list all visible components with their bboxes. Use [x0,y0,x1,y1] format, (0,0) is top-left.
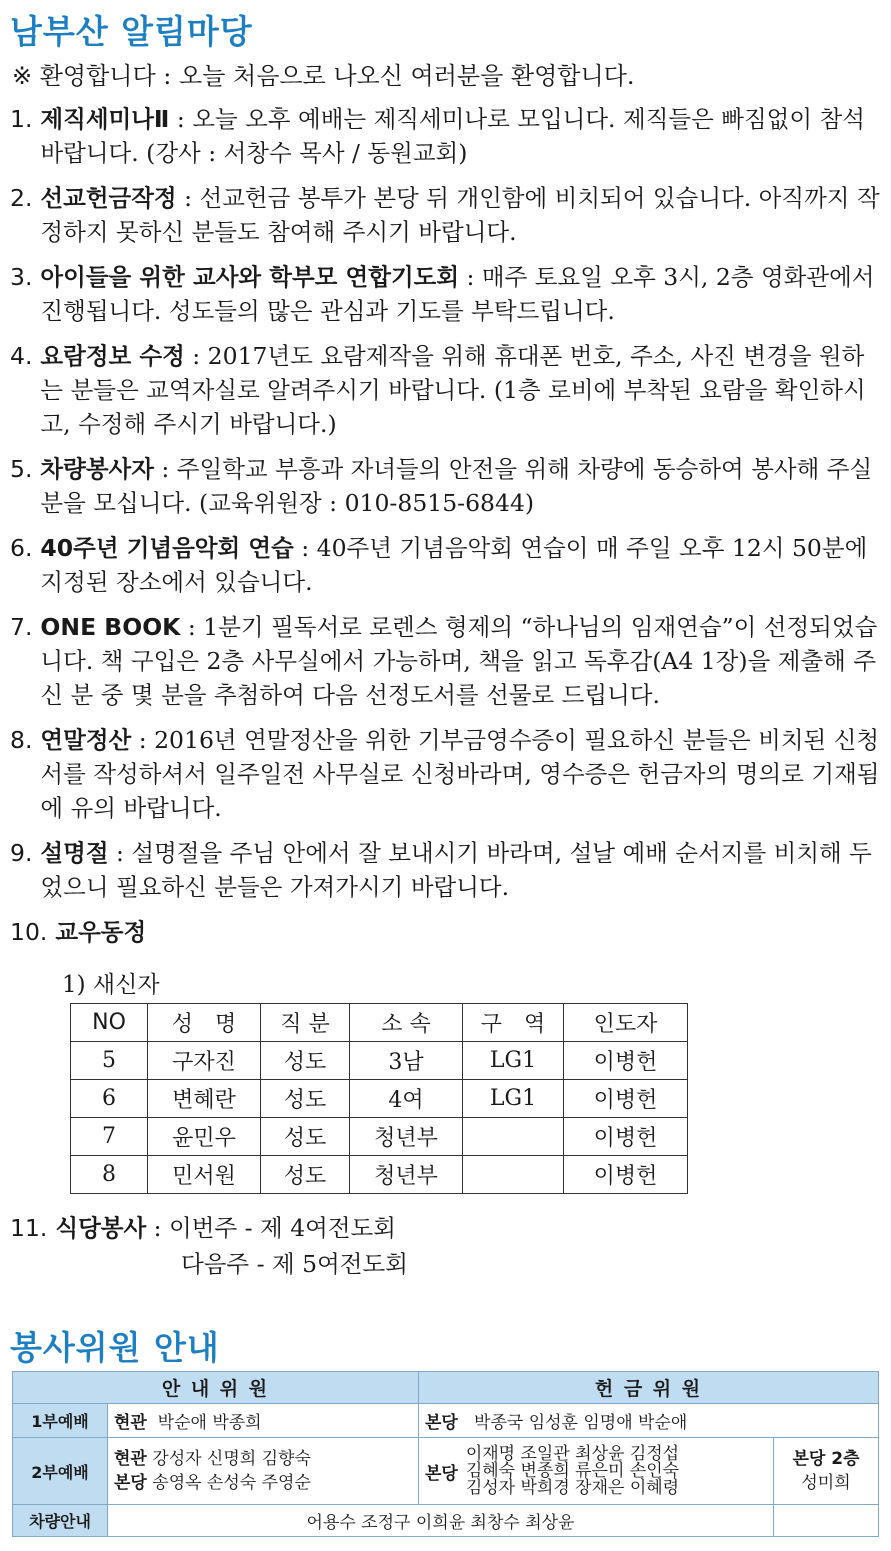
welcome-line [12,56,634,91]
announcement-item [10,339,882,441]
item-number: 10. [10,918,48,946]
item-title: 식당봉사 [55,1214,147,1242]
table-cell: 성도 [261,1042,350,1080]
table-cell: 4여 [350,1080,463,1118]
volunteers-title: 봉사위원 안내 [10,1328,220,1367]
names: 김혜숙 변종희 류은미 손인숙 [465,1460,680,1481]
table-cell: 민서원 [148,1156,261,1194]
table-header-row [13,1372,879,1404]
table-row [13,1438,879,1504]
item-title: ONE BOOK [40,613,181,641]
announcement-item [10,723,882,825]
guide-cell [108,1404,419,1438]
table-row [71,1156,688,1194]
place-label: 본당 [424,1413,458,1434]
table-row [71,1080,688,1118]
names: 김성자 박희경 장재은 이혜령 [465,1477,680,1498]
new-members-label: 1) 새신자 [62,972,160,998]
table-cell: 이병헌 [564,1118,688,1156]
item-title: 선교헌금작정 [40,184,177,212]
vehicle-guide-cell: 어용수 조정구 이희윤 최창수 최상윤 [108,1504,774,1536]
announcement-item [10,836,882,904]
table-cell [463,1156,564,1194]
table-cell: 7 [71,1118,148,1156]
item-text: : 1분기 필독서로 로렌스 형제의 “하나님의 임재연습”이 선정되었습니다. 책 구입은 2층 사무실에서 가능하며, 책을 읽고 독후감(A4 1장)을 제출해 주신 분 중 몇 분을 추첨하여 다음 선정도서를 선물로 드립니다. [40,613,878,709]
table-cell: 6 [71,1080,148,1118]
table-cell: 이병헌 [564,1080,688,1118]
item-text: : 선교헌금 봉투가 본당 뒤 개인함에 비치되어 있습니다. 아직까지 작정하지 못하신 분들도 참여해 주시기 바랍니다. [40,184,880,246]
item-title: 40주년 기념음악회 연습 [40,534,294,562]
this-week-text: : 이번주 - 제 4여전도회 [146,1214,396,1242]
table-cell: LG1 [463,1042,564,1080]
next-week-text: 다음주 - 제 5여전도회 [181,1250,408,1278]
place-label: 본당 [114,1473,147,1494]
place-label: 본당 [424,1463,458,1484]
item-title: 요람정보 수정 [40,342,185,370]
reference-mark: ※ [12,62,33,90]
table-cell: LG1 [463,1080,564,1118]
announcement-item [10,260,882,328]
item-title: 아이들을 위한 교사와 학부모 연합기도회 [40,263,460,291]
place-label: 현관 [114,1449,147,1470]
welcome-text: 환영합니다 : 오늘 처음으로 나오신 여러분을 환영합니다. [39,62,635,90]
item-text: : 2017년도 요람제작을 위해 휴대폰 번호, 주소, 사진 변경을 원하는 분들은 교역자실로 알려주시기 바랍니다. (1층 로비에 부착된 요람을 확인하시고, 수정해 주시기 바랍니다.) [40,342,866,438]
table-cell: 청년부 [350,1118,463,1156]
table-cell: 청년부 [350,1156,463,1194]
item-title: 설명절 [40,839,109,867]
col-header: 직 분 [261,1004,350,1042]
table-cell: 변혜란 [148,1080,261,1118]
item-number: 4. [10,342,33,370]
item-text: : 2016년 연말정산을 위한 기부금영수증이 필요하신 분들은 비치된 신청서를 작성하셔서 일주일전 사무실로 신청바라며, 영수증은 헌금자의 명의로 기재됨에 유의 바랍니다. [40,726,880,822]
table-cell: 이병헌 [564,1156,688,1194]
col-header: 성 명 [148,1004,261,1042]
place-label: 현관 [114,1413,147,1434]
item-text: : 주일학교 부흥과 자녀들의 안전을 위해 차량에 동승하여 봉사해 주실 분을 모십니다. (교육위원장 : 010-8515-6844) [40,455,873,517]
offering-header: 헌 금 위 원 [418,1372,878,1404]
item-number: 3. [10,263,33,291]
item-number: 6. [10,534,33,562]
item-title: 제직세미나Ⅱ [40,105,170,133]
names: 이재명 조일관 최상윤 김정섭 [465,1443,680,1464]
table-cell [463,1118,564,1156]
col-header: 소 속 [350,1004,463,1042]
announcement-item [10,915,882,949]
item-number: 11. [10,1214,48,1242]
service-label: 1부예배 [13,1404,108,1438]
table-cell: 3남 [350,1042,463,1080]
item-text: : 40주년 기념음악회 연습이 매 주일 오후 12시 50분에 지정된 장소에서 있습니다. [40,534,868,596]
item-text: : 매주 토요일 오후 3시, 2층 영화관에서 진행됩니다. 성도들의 많은 관심과 기도를 부탁드립니다. [40,263,875,325]
item-text: : 오늘 오후 예배는 제직세미나로 모입니다. 제직들은 빠짐없이 참석바랍니다. (강사 : 서창수 목사 / 동원교회) [40,105,865,167]
table-cell: 성도 [261,1080,350,1118]
empty-cell [774,1504,879,1536]
announcement-item [10,181,882,249]
announcement-item [10,452,882,520]
table-row [71,1118,688,1156]
volunteers-table [12,1371,879,1537]
table-cell: 성도 [261,1156,350,1194]
announcements-title: 남부산 알림마당 [10,12,253,51]
offering-cell [418,1404,878,1438]
announcement-item [10,102,882,170]
kitchen-service-item [10,1210,408,1282]
table-row [13,1404,879,1438]
item-number: 1. [10,105,33,133]
guide-cell [108,1438,419,1504]
table-cell: 이병헌 [564,1042,688,1080]
new-members-table [70,1003,688,1194]
item-title: 교우동정 [55,918,147,946]
table-cell: 윤민우 [148,1118,261,1156]
col-header: NO [71,1004,148,1042]
table-cell: 5 [71,1042,148,1080]
names: 강성자 신명희 김향숙 [152,1449,311,1470]
table-cell: 성도 [261,1118,350,1156]
table-cell: 8 [71,1156,148,1194]
table-row [13,1504,879,1536]
col-header: 구 역 [463,1004,564,1042]
item-title: 차량봉사자 [40,455,154,483]
names: 성미희 [801,1473,851,1494]
names: 박종국 임성훈 임명애 박순애 [474,1413,688,1434]
col-header: 인도자 [564,1004,688,1042]
names: 박순애 박종희 [157,1413,262,1434]
service-label: 2부예배 [13,1438,108,1504]
item-number: 9. [10,839,33,867]
item-number: 8. [10,726,33,754]
table-header-row [71,1004,688,1042]
names: 송영옥 손성숙 주영순 [152,1473,311,1494]
announcement-item [10,531,882,599]
item-number: 2. [10,184,33,212]
announcement-list [10,102,882,960]
announcement-item [10,610,882,712]
table-cell: 구자진 [148,1042,261,1080]
item-number: 5. [10,455,33,483]
offering-cell [418,1438,773,1504]
table-row [71,1042,688,1080]
place-label: 본당 2층 [792,1449,860,1470]
item-title: 연말정산 [40,726,132,754]
item-number: 7. [10,613,33,641]
service-label: 차량안내 [13,1504,108,1536]
guide-header: 안 내 위 원 [13,1372,419,1404]
item-text: : 설명절을 주님 안에서 잘 보내시기 바라며, 설날 예배 순서지를 비치해 두었으니 필요하신 분들은 가져가시기 바랍니다. [40,839,872,901]
balcony-cell [774,1438,879,1504]
